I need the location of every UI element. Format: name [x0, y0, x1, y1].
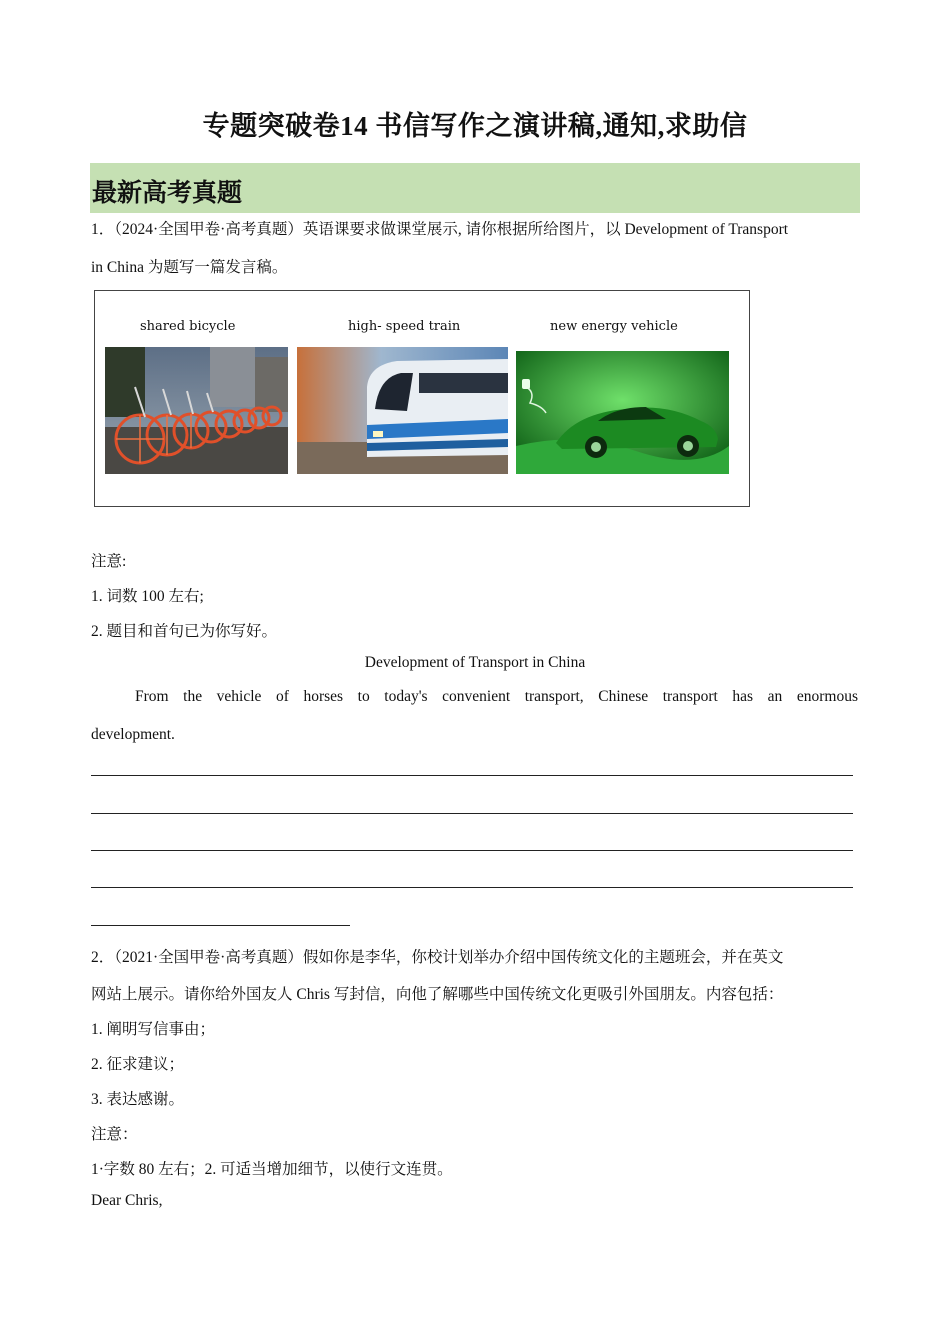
q1-prompt-line2: in China 为题写一篇发言稿。	[91, 259, 288, 276]
q2-note-title: 注意：	[91, 1126, 138, 1143]
section-title: 最新高考真题	[92, 178, 243, 207]
q1-note-2: 2. 题目和首句已为你写好。	[91, 623, 278, 640]
writing-line-3	[91, 850, 853, 851]
essay-opening-line1: From the vehicle of horses to today's convenient transport, Chinese transport has an enormous	[135, 688, 858, 705]
q1-note-title: 注意:	[91, 553, 127, 570]
writing-line-4	[91, 887, 853, 888]
writing-line-5	[91, 925, 350, 926]
new-energy-vehicle-image	[516, 351, 729, 474]
transport-figure	[94, 290, 750, 507]
essay-title: Development of Transport in China	[364, 654, 586, 671]
high-speed-train-image	[297, 347, 508, 474]
letter-salutation: Dear Chris,	[91, 1192, 163, 1209]
q2-item-2: 2. 征求建议；	[91, 1056, 185, 1073]
caption-high-speed-train: high- speed train	[348, 319, 461, 334]
essay-opening-line2: development.	[91, 726, 175, 743]
q1-prompt-line1: 1．（2024·全国甲卷·高考真题）英语课要求做课堂展示, 请你根据所给图片，以 Development of Transport	[91, 221, 789, 238]
page-title: 专题突破卷14 书信写作之演讲稿,通知,求助信	[202, 111, 748, 141]
caption-shared-bicycle: shared bicycle	[140, 319, 236, 334]
writing-line-2	[91, 813, 853, 814]
writing-line-1	[91, 775, 853, 776]
section-header	[90, 163, 860, 213]
q2-item-1: 1. 阐明写信事由；	[91, 1021, 216, 1038]
caption-new-energy-vehicle: new energy vehicle	[550, 319, 678, 334]
q2-prompt-line1: 2．（2021·全国甲卷·高考真题）假如你是李华，你校计划举办介绍中国传统文化的主题班会，并在英文	[91, 949, 784, 966]
q1-note-1: 1. 词数 100 左右;	[91, 588, 204, 605]
q2-item-3: 3. 表达感谢。	[91, 1091, 185, 1108]
shared-bicycle-image	[105, 347, 288, 474]
q2-note: 1·字数 80 左右；2. 可适当增加细节，以使行文连贯。	[91, 1161, 453, 1178]
q2-prompt-line2: 网站上展示。请你给外国友人 Chris 写封信，向他了解哪些中国传统文化更吸引外国朋友。内容包括：	[91, 986, 784, 1003]
